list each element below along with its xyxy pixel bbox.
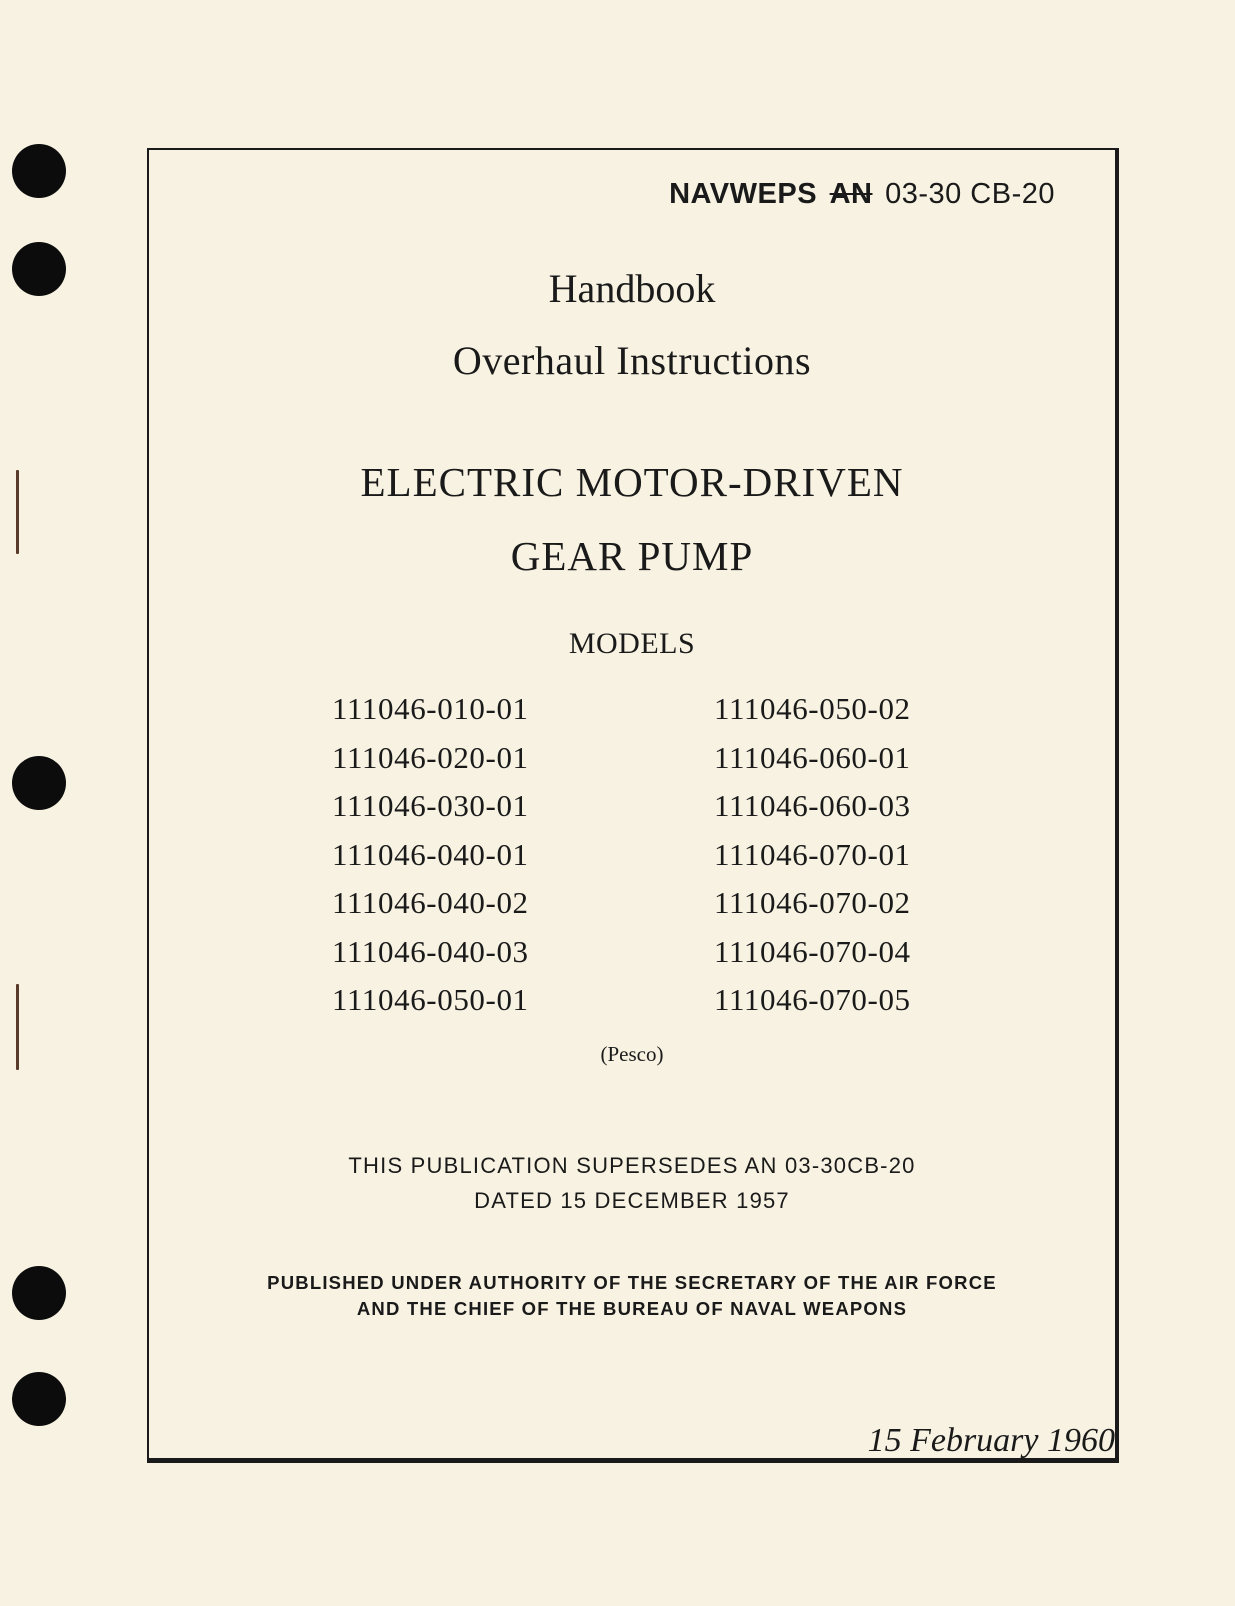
model-number: 111046-020-01 (332, 739, 529, 775)
supersedes-notice (147, 1148, 1117, 1218)
models-list-right (714, 685, 911, 1025)
equipment-title-line-2: GEAR PUMP (510, 533, 754, 579)
issue-date: 15 February 1960 (867, 1422, 1115, 1459)
models-list-left (332, 685, 529, 1025)
models-heading: MODELS (568, 627, 696, 660)
handbook-title: Handbook (548, 266, 716, 311)
model-number: 111046-050-02 (714, 691, 911, 726)
punch-hole-1 (12, 144, 66, 198)
document-number (669, 178, 1055, 211)
doc-number-value: 03-30 CB-20 (885, 178, 1055, 210)
supersedes-line-1: THIS PUBLICATION SUPERSEDES AN 03-30CB-20 (348, 1153, 916, 1178)
punch-hole-2 (12, 242, 66, 296)
model-number: 111046-070-04 (714, 933, 911, 969)
authority-statement (147, 1270, 1117, 1322)
overhaul-subtitle: Overhaul Instructions (452, 338, 812, 383)
punch-hole-4 (12, 1266, 66, 1320)
model-number: 111046-040-03 (332, 933, 529, 969)
authority-line-2: AND THE CHIEF OF THE BUREAU OF NAVAL WEAPONS (356, 1298, 908, 1319)
doc-number-struck-prefix: AN (829, 178, 873, 210)
model-number: 111046-070-01 (714, 836, 911, 872)
model-number: 111046-050-01 (332, 982, 529, 1017)
model-number: 111046-070-05 (714, 982, 911, 1017)
model-number: 111046-010-01 (332, 691, 529, 726)
punch-hole-5 (12, 1372, 66, 1426)
model-number: 111046-040-02 (332, 885, 529, 920)
punch-hole-3 (12, 756, 66, 810)
model-number: 111046-030-01 (332, 788, 529, 823)
model-number: 111046-060-01 (714, 739, 911, 775)
supersedes-line-2: DATED 15 DECEMBER 1957 (474, 1188, 790, 1213)
equipment-title-line-1: ELECTRIC MOTOR-DRIVEN (360, 459, 904, 505)
binding-mark-upper (16, 470, 19, 554)
model-number: 111046-040-01 (332, 836, 529, 872)
model-number: 111046-070-02 (714, 885, 911, 920)
binding-mark-lower (16, 984, 19, 1070)
authority-line-1: PUBLISHED UNDER AUTHORITY OF THE SECRETARY OF THE AIR FORCE (267, 1272, 997, 1293)
model-number: 111046-060-03 (714, 788, 911, 823)
manufacturer-name: (Pesco) (600, 1042, 664, 1066)
doc-number-prefix: NAVWEPS (669, 178, 818, 210)
